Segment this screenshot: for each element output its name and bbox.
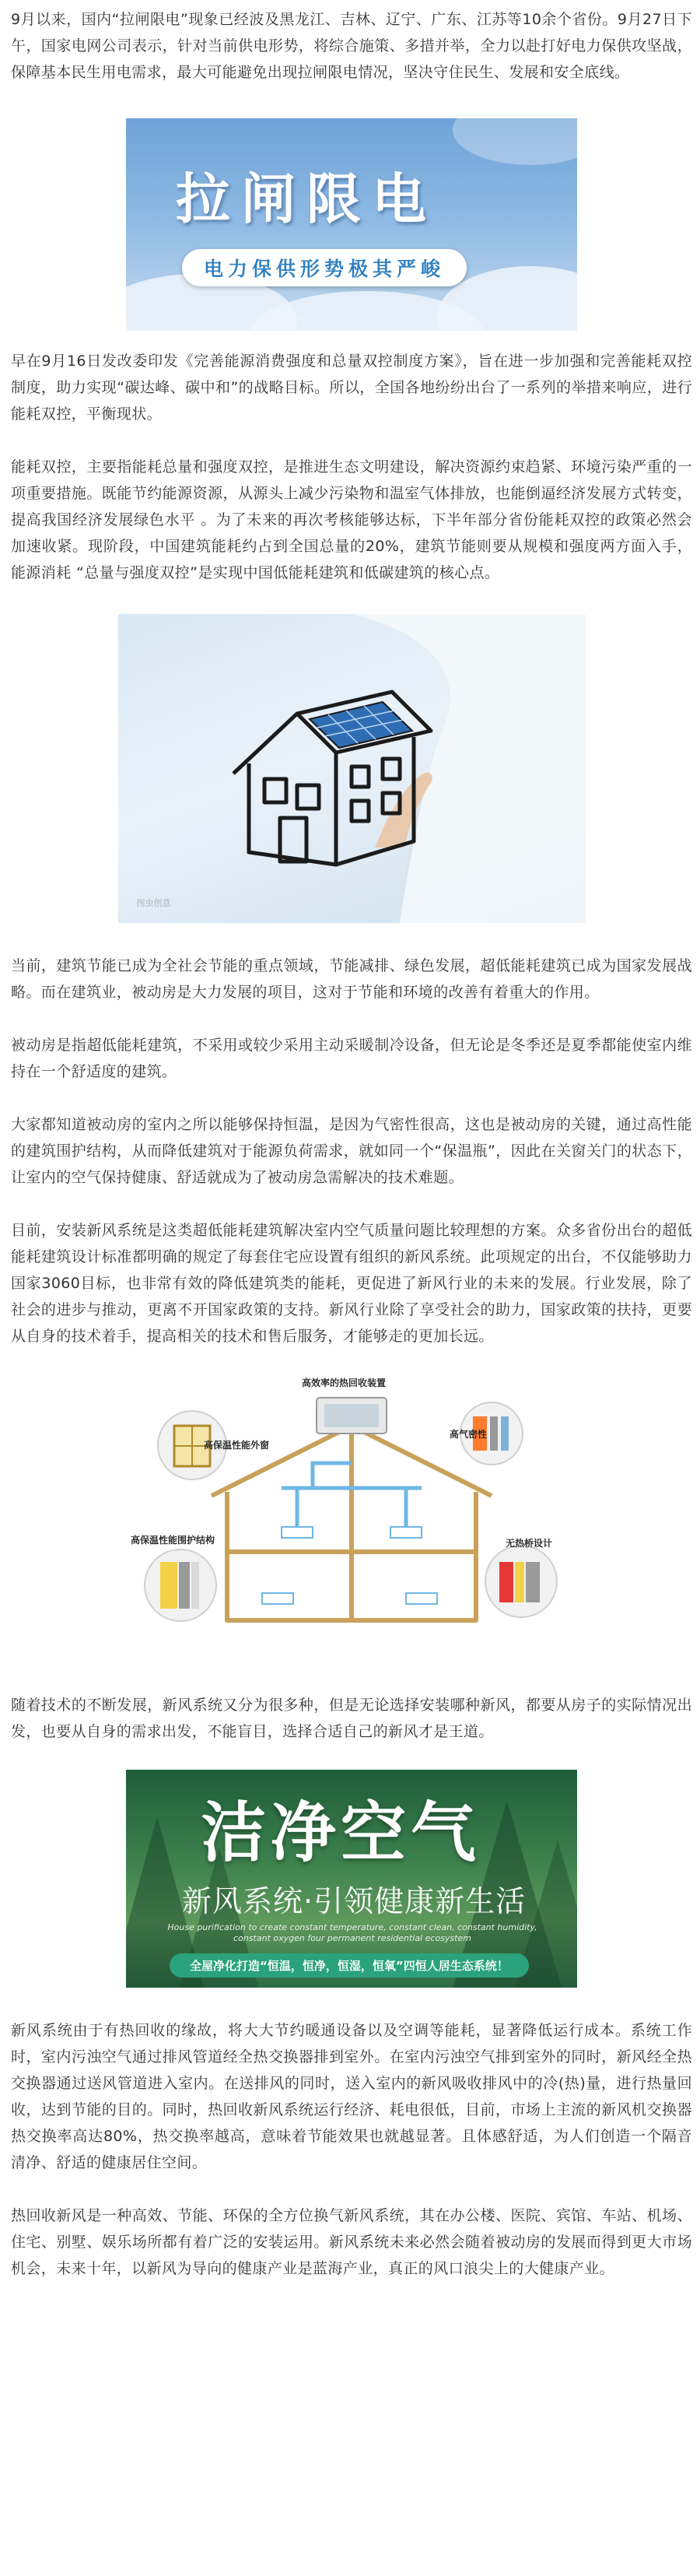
paragraph: 新风系统由于有热回收的缘故，将大大节约暖通设备以及空调等能耗，显著降低运行成本。系统工作时，室内污浊空气通过排风管道经全热交换器排到室外。在室内污浊空气排到室外的同时，新风经全热交换器通过送风管道进入室内。在送排风的同时，送入室内的新风吸收排风中的冷(热)量，进行热量回收，达到节能的目的。同时，热回收新风系统运行经济、耗电很低，目前，市场上主流的新风机交换器热交换率高达80%，热交换率越高，意味着节能效果也就越显著。且体感舒适，为人们创造一个隔音清净、舒适的健康居住空间。 <box>11 2022 692 2171</box>
image-watermark: 图虫创意 <box>136 898 171 908</box>
diagram-illustration <box>126 1371 577 1651</box>
thermal-bridge-free-icon <box>485 1546 557 1617</box>
clean-air-english-text: House purification to create constant temperature, constant clean, constant humidity, constant oxygen four permanent residential ecosystem <box>167 1922 537 1943</box>
paragraph: 热回收新风是一种高效、节能、环保的全方位换气新风系统，其在办公楼、医院、宾馆、车站、机场、住宅、别墅、娱乐场所都有着广泛的安装运用。新风系统未来必然会随着被动房的发展而得到更大市场机会，未来十年，以新风为导向的健康产业是蓝海产业，真正的风口浪尖上的大健康产业。 <box>11 2207 692 2277</box>
paragraph: 能耗双控，主要指能耗总量和强度双控，是推进生态文明建设，解决资源约束趋紧、环境污染严重的一项重要措施。既能节约能源资源，从源头上减少污染物和温室气体排放，也能倒逼经济发展方式转变，提高我国经济发展绿色水平 。为了未来的再次考核能够达标，下半年部分省份能耗双控的政策必然会加速收紧。现阶段，中国建筑能耗约占到全国总量的20%，建筑节能则要从规模和强度两方面入手，能源消耗 “总量与强度双控”是实现中国低能耗建筑和低碳建筑的核心点。 <box>11 458 692 581</box>
insulation-structure-icon <box>145 1549 216 1621</box>
house-illustration <box>118 614 586 923</box>
banner-title: 拉闸限电 <box>176 167 437 231</box>
paragraph: 大家都知道被动房的室内之所以能够保持恒温，是因为气密性很高，这也是被动房的关键，通过高性能的建筑围护结构，从而降低建筑对于能源负荷需求，就如同一个“保温瓶”，因此在关窗关门的状态下，让室内的空气保持健康、舒适就成为了被动房急需解决的技术难题。 <box>11 1116 692 1186</box>
label-envelope: 高保温性能围护结构 <box>131 1535 215 1546</box>
figure-clean-air-banner <box>11 1770 692 1988</box>
power-cut-banner-image <box>126 118 577 331</box>
clean-air-slogan-badge: 全屋净化打造“恒温，恒净，恒湿，恒氧”四恒人居生态系统！ <box>170 1953 529 1978</box>
figure-solar-house <box>11 614 692 923</box>
solar-house-image <box>118 614 586 923</box>
passive-house-diagram <box>126 1371 577 1651</box>
figure-passive-house-diagram <box>11 1371 692 1651</box>
label-airtightness: 高气密性 <box>450 1429 488 1440</box>
label-window: 高保温性能外窗 <box>204 1440 270 1451</box>
figure-power-cut-banner <box>11 118 692 331</box>
article <box>0 6 700 2282</box>
banner-subtitle-badge <box>182 249 467 286</box>
paragraph: 9月以来，国内“拉闸限电”现象已经波及黑龙江、吉林、辽宁、广东、江苏等10余个省份。9月27日下午，国家电网公司表示，针对当前供电形势，将综合施策、多措并举，全力以赴打好电力保供攻坚战，保障基本民生用电需求，最大可能避免出现拉闸限电情况，坚决守住民生、发展和安全底线。 <box>11 11 692 81</box>
paragraph: 被动房是指超低能耗建筑，不采用或较少采用主动采暖制冷设备，但无论是冬季还是夏季都能使室内维持在一个舒适度的建筑。 <box>11 1037 692 1080</box>
label-heat-recovery: 高效率的热回收装置 <box>302 1377 387 1388</box>
banner-subtitle: 电力保供形势极其严峻 <box>204 258 446 280</box>
heat-recovery-unit-icon <box>317 1398 387 1434</box>
paragraph: 早在9月16日发改委印发《完善能源消费强度和总量双控制度方案》，旨在进一步加强和完善能耗双控制度，助力实现“碳达峰、碳中和”的战略目标。所以，全国各地纷纷出台了一系列的举措来响应，进行能耗双控，平衡现状。 <box>11 353 692 423</box>
paragraph: 目前，安装新风系统是这类超低能耗建筑解决室内空气质量问题比较理想的方案。众多省份出台的超低能耗建筑设计标准都明确的规定了每套住宅应设置有组织的新风系统。此项规定的出台，不仅能够助力国家3060目标，也非常有效的降低建筑类的能耗，更促进了新风行业的未来的发展。行业发展，除了社会的进步与推动，更离不开国家政策的支持。新风行业除了享受社会的助力，国家政策的扶持，更要从自身的技术着手，提高相关的技术和售后服务，才能够走的更加长远。 <box>11 1222 692 1345</box>
paragraph: 随着技术的不断发展，新风系统又分为很多种，但是无论选择安装哪种新风，都要从房子的实际情况出发，也要从自身的需求出发，不能盲目，选择合适自己的新风才是王道。 <box>11 1697 692 1740</box>
label-thermal-bridge: 无热桥设计 <box>506 1538 553 1549</box>
clean-air-subtitle: 新风系统·引领健康新生活 <box>182 1884 527 1918</box>
clean-air-title: 洁净空气 <box>201 1795 481 1871</box>
clean-air-banner-image <box>126 1770 577 1988</box>
paragraph: 当前，建筑节能已成为全社会节能的重点领域，节能减排、绿色发展，超低能耗建筑已成为国家发展战略。而在建筑业，被动房是大力发展的项目，这对于节能和环境的改善有着重大的作用。 <box>11 957 692 1001</box>
